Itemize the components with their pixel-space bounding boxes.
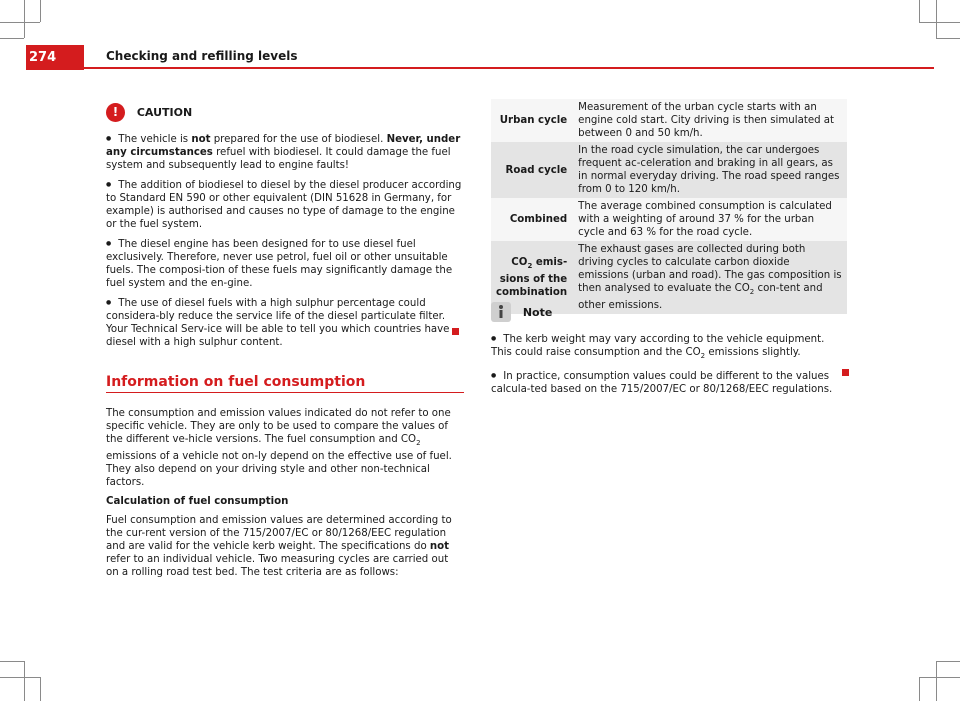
crop-mark [0, 22, 40, 23]
crop-mark [24, 0, 25, 38]
caution-heading: CAUTION [136, 106, 193, 119]
crop-mark [0, 661, 24, 662]
section-title: Information on fuel consumption [106, 374, 366, 390]
table-key: Combined [509, 214, 568, 225]
info-paragraph: Fuel consumption and emission values are determined according to the cur-rent version of the 715/2007/EC or 80/1268/EEC regulation and are valid for the vehicle kerb weight. The specifications do not refer to an individual vehicle. Two measuring cycles are carried out on a rolling road test bed. The test criteria are as follows: [106, 515, 452, 579]
crop-mark [936, 0, 937, 38]
crop-mark [936, 38, 960, 39]
crop-mark [0, 38, 24, 39]
crop-mark [0, 677, 40, 678]
info-body [106, 407, 464, 585]
crop-mark [919, 22, 960, 23]
caution-bullet: ● The addition of biodiesel to diesel by the diesel producer according to Standard EN 590 or other equivalent (DIN 51628 in Germany, for example) is authorised and causes no type of damage to the engine or the fuel system. [106, 178, 464, 231]
info-paragraph: The consumption and emission values indicated do not refer to one specific vehicle. They are only to be used to compare the values of the different ve-hicle versions. The fuel consumption and $CO_2$ emissions of a vehicle not on-ly depend on the effective use of fuel. They also depend on your driving style and other non-technical factors. [106, 408, 452, 489]
crop-mark [919, 677, 960, 678]
caution-bullet: ● The vehicle is not prepared for the use of biodiesel. Never, under any circumstances refuel with biodiesel. It could damage the fuel system and subsequently lead to engine faults! [106, 132, 464, 172]
note-heading-row [491, 302, 847, 322]
caution-bullet: ● The diesel engine has been designed for to use diesel fuel exclusively. Therefore, never use petrol, fuel oil or other unsuitable fuels. The composi-tion of these fuels may significantly damage the fuel system and the en-gine. [106, 237, 464, 290]
table-value: In the road cycle simulation, the car undergoes frequent ac-celeration and braking in all gears, as in normal everyday driving. The road speed ranges from 0 to 120 km/h. [578, 145, 840, 195]
crop-mark [40, 677, 41, 701]
table-key: $CO_2$ emis-sions of the combination [496, 257, 568, 299]
caution-bullet: ● The use of diesel fuels with a high sulphur percentage could considera-bly reduce the service life of the diesel particulate filter. Your Technical Serv-ice will be able to tell you which countries have diesel with a high sulphur content. [106, 296, 464, 349]
test-criteria-table [491, 99, 847, 314]
note-bullet: ● The kerb weight may vary according to the vehicle equipment. This could raise consumption and the $CO_2$ emissions slightly. [491, 332, 847, 363]
crop-mark [936, 661, 960, 662]
warning-icon: ! [106, 103, 125, 122]
info-note-icon [491, 302, 511, 322]
caution-block [106, 103, 464, 355]
table-key: Urban cycle [499, 115, 568, 126]
table-row [491, 99, 847, 142]
table-row [491, 198, 847, 241]
page-number: 274 [26, 45, 84, 70]
crop-mark [40, 0, 41, 22]
section-rule [106, 392, 464, 393]
section-end-mark [452, 328, 459, 335]
header-rule [84, 67, 934, 69]
crop-mark [919, 0, 920, 22]
caution-heading-row [106, 103, 464, 122]
section-end-mark [842, 369, 849, 376]
crop-mark [936, 661, 937, 701]
note-heading: Note [522, 305, 553, 319]
note-block [491, 302, 847, 402]
crop-mark [24, 661, 25, 701]
table-value: The average combined consumption is calculated with a weighting of around 37 % for the urban cycle and 63 % for the road cycle. [578, 201, 832, 238]
table-row [491, 142, 847, 198]
note-bullet: ● In practice, consumption values could be different to the values calcula-ted based on the 715/2007/EC or 80/1268/EEC regulations. [491, 369, 847, 396]
table-key: Road cycle [505, 164, 568, 176]
calc-heading: Calculation of fuel consumption [106, 496, 289, 508]
page-header-title: Checking and refilling levels [106, 49, 298, 63]
table-value: Measurement of the urban cycle starts with an engine cold start. City driving is then simulated at between 0 and 50 km/h. [578, 102, 835, 139]
crop-mark [919, 677, 920, 701]
table-value: The exhaust gases are collected during both driving cycles to calculate carbon dioxide emissions (urban and road). The gas composition is then analysed to evaluate the $CO_2$ con-tent and other emissions. [578, 244, 842, 312]
